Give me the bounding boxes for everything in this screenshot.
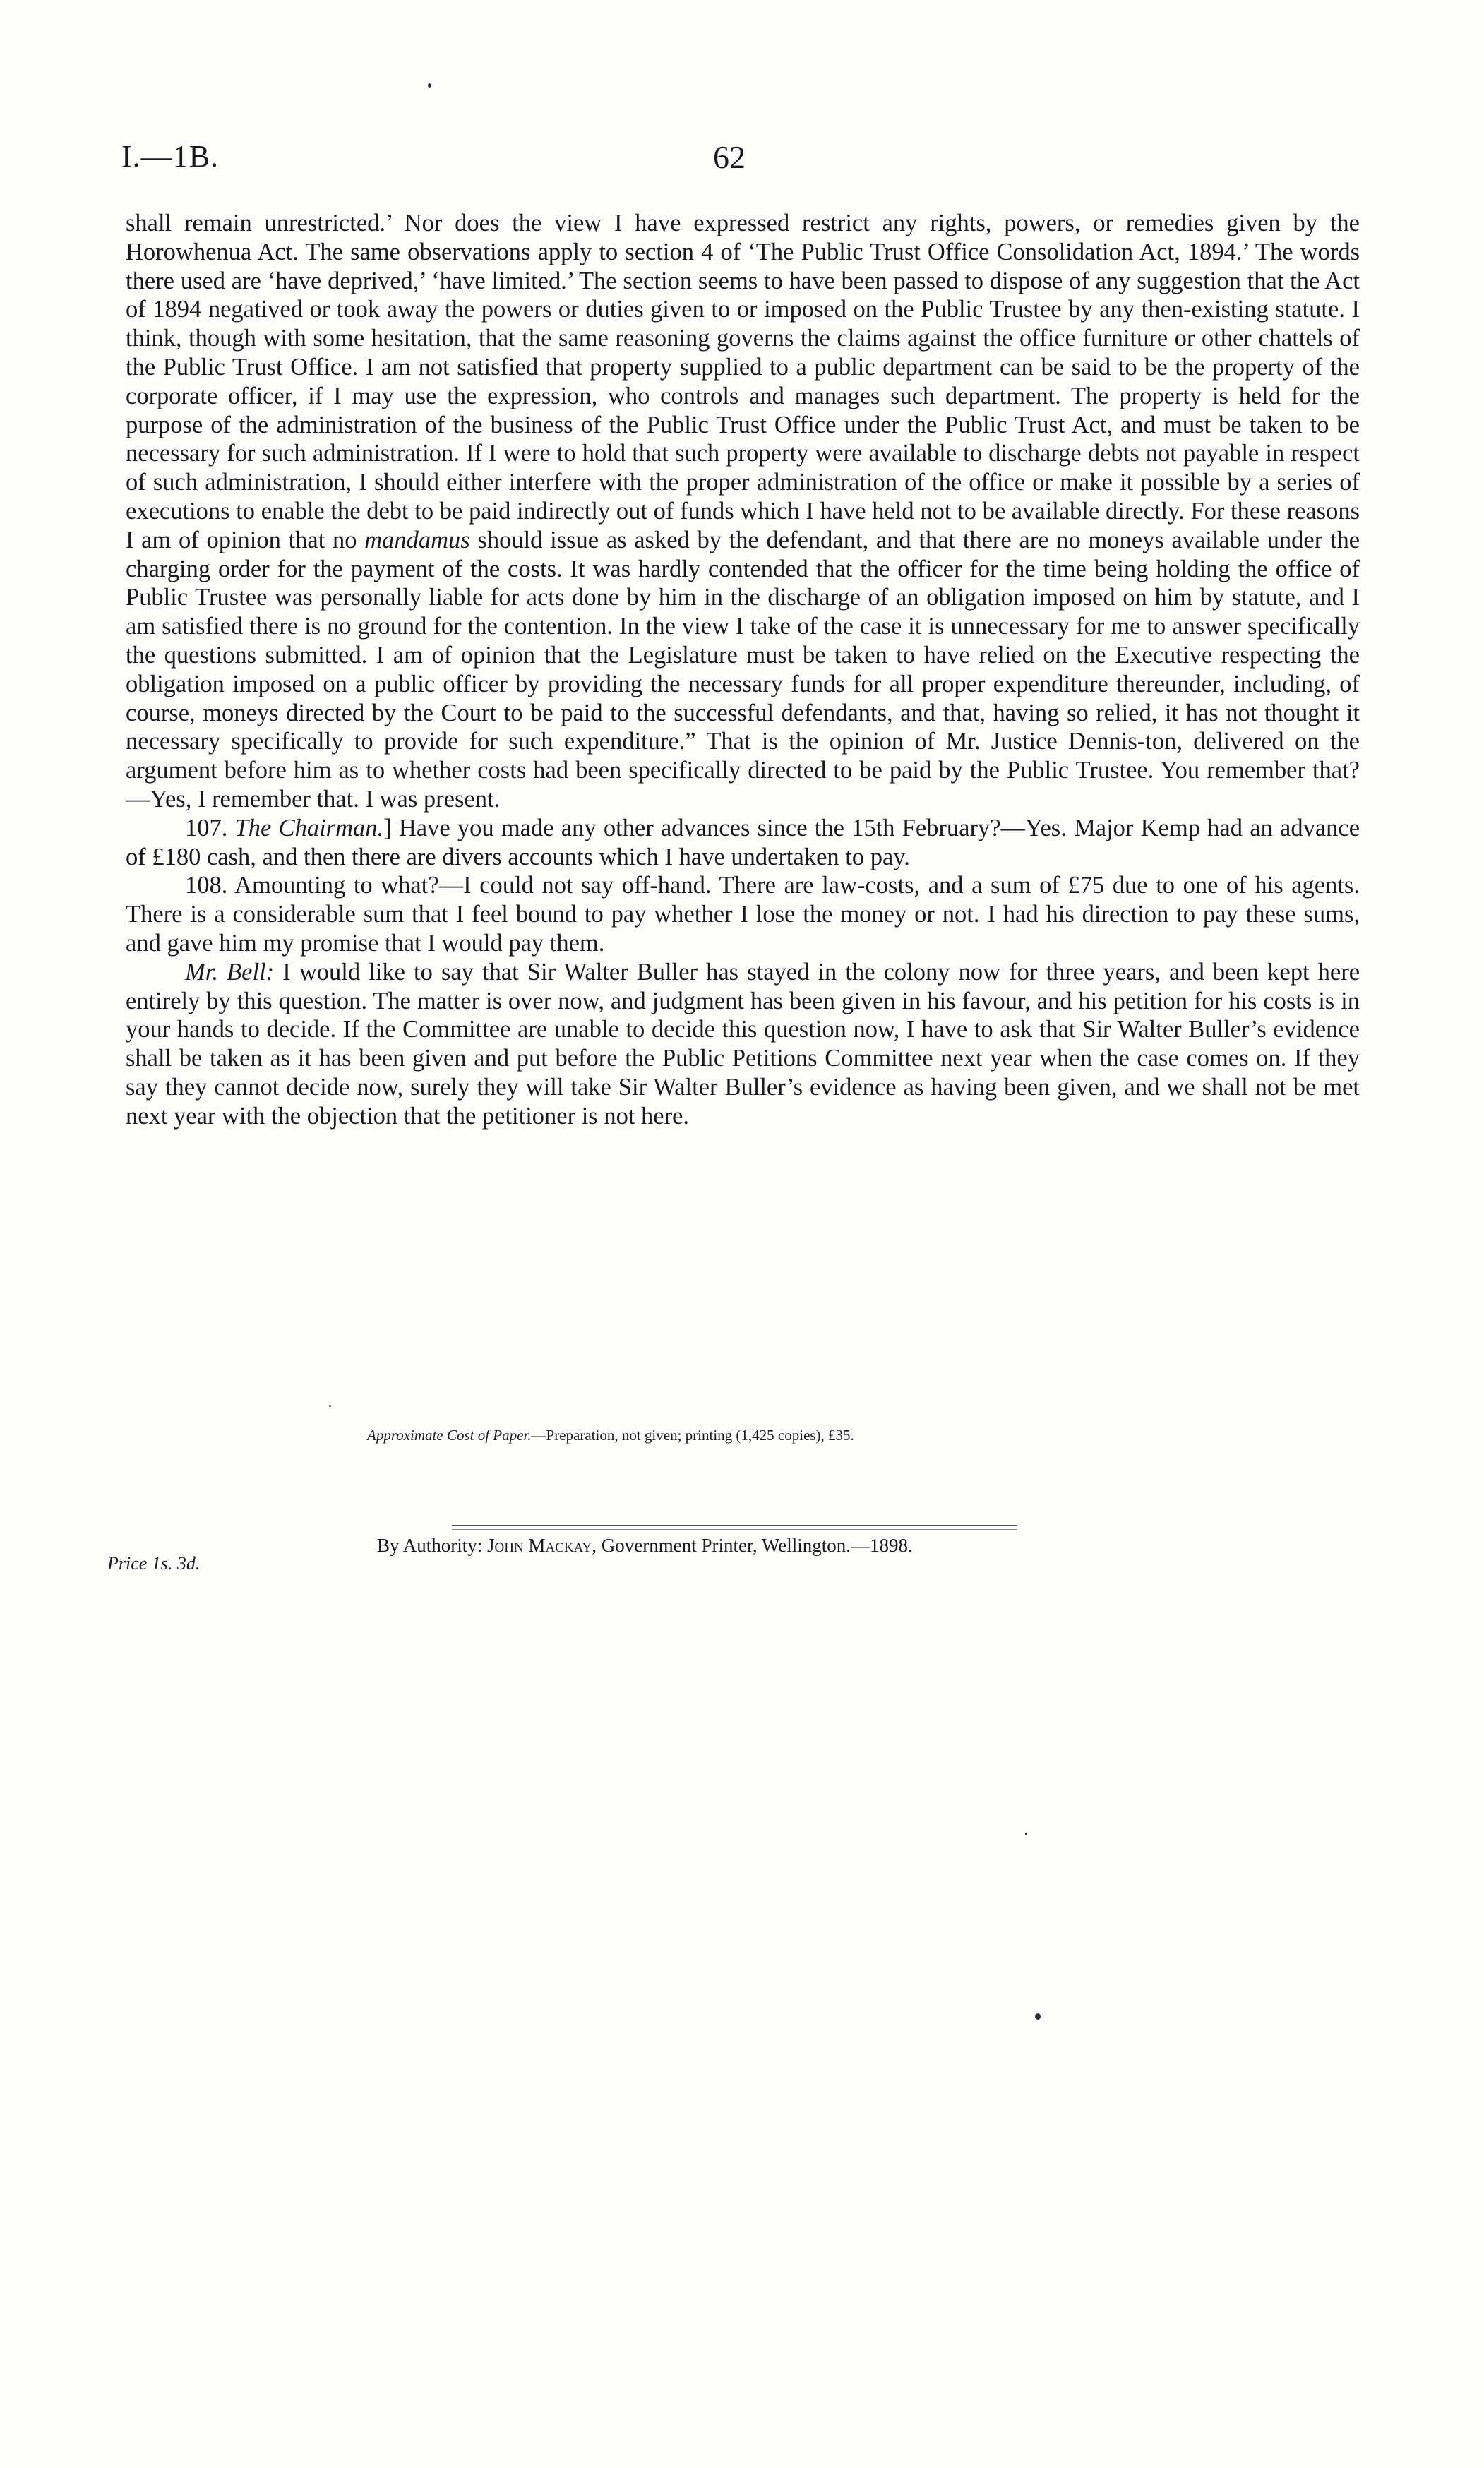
authority-suffix: , Government Printer, Wellington.—1898. [592,1535,913,1556]
speaker-mr-bell: Mr. Bell: [185,958,275,986]
footer-rule [452,1525,1017,1526]
scan-speck [1025,1833,1027,1835]
judgment-text-a: shall remain unrestricted.’ Nor does the view I have expressed restrict any rights, powers, or remedies given by the Horowhenua Act. The same observations apply to section 4 of ‘The Public Trust Office Consolidation Act, 1894.’ The words there used are ‘have deprived,’ ‘have limited.’ The section seems to have been passed to dispose of any suggestion that the Act of 1894 negatived or took away the powers or duties given to or imposed on the Public Trustee by any then-existing statute. I think, though with some hesitation, that the same reasoning governs the claims against the office furniture or other chattels of the Public Trust Office. I am not satisfied that property supplied to a public department can be said to be the property of the corporate officer, if I may use the expression, who controls and manages such department. The property is held for the purpose of the administration of the business of the Public Trust Office under the Public Trust Act, and must be taken to be necessary for such administration. If I were to hold that such property were available to discharge debts not payable in respect of such administration, I should either interfere with the proper administration of the office or make it possible by a series of executions to enable the debt to be paid indirectly out of funds which I have held not to be available directly. For these reasons I am of opinion that no [126,210,1360,553]
body-text [126,209,1360,1131]
cost-text: —Preparation, not given; printing (1,425 copies), £35. [531,1427,854,1444]
paragraph-mr-bell [126,958,1360,1131]
paragraph-judgment [126,209,1360,814]
printer-name: John Mackay [487,1535,592,1556]
scan-speck [428,83,431,88]
cost-of-paper-note [367,1426,1144,1444]
paper-reference: I.—1B. [121,139,219,174]
judgment-text-b: should issue as asked by the defendant, and that there are no moneys available under the charging order for the payment of the costs. It was hardly contended that the officer for the time being holding the office of Public Trustee was personally liable for acts done by him in the discharge of an obligation imposed on him by statute, and I am satisfied there is no ground for the contention. In the view I take of the case it is unnecessary for me to answer specifically the questions submitted. I am of opinion that the Legislature must be taken to have relied on the Executive respecting the obligation imposed on a public officer by providing the necessary funds for all proper expenditure thereunder, including, of course, moneys directed by the Court to be paid to the successful defendants, and that, having so relied, it has not thought it necessary specifically to provide for such expenditure.” That is the opinion of Mr. Justice Dennis-ton, delivered on the argument before him as to whether costs had been specifically directed to be paid by the Public Trustee. You remember that?—Yes, I remember that. I was present. [126,526,1360,813]
speaker-chairman: The Chairman. [234,814,384,841]
scan-speck [329,1405,331,1407]
footer-rule-thin [452,1529,1017,1530]
scan-speck [1035,2013,1041,2020]
price-note: Price 1s. 3d. [107,1553,201,1574]
judgment-italic-term: mandamus [364,526,470,553]
printer-imprint [377,1533,1224,1557]
question-text: ] Have you made any other advances since the 15th February?—Yes. Major Kemp had an advance of £180 cash, and then there are divers accounts which I have undertaken to pay. [126,814,1360,870]
cost-label: Approximate Cost of Paper. [367,1427,532,1444]
paragraph-108: 108. Amounting to what?—I could not say off-hand. There are law-costs, and a sum of £75 due to one of his agents. There is a considerable sum that I feel bound to pay whether I lose the money or not. I had his direction to pay these sums, and gave him my promise that I would pay them. [126,872,1360,957]
page-number: 62 [713,139,746,175]
question-number: 107. [185,814,228,841]
authority-prefix: By Authority: [377,1535,483,1556]
mr-bell-text: I would like to say that Sir Walter Buller has stayed in the colony now for three years, and been kept here entirely by this question. The matter is over now, and judgment has been given in his favour, and his petition for his costs is in your hands to decide. If the Committee are unable to decide this question now, I have to ask that Sir Walter Buller’s evidence shall be taken as it has been given and put before the Public Petitions Committee next year when the case comes on. If they say they cannot decide now, surely they will take Sir Walter Buller’s evidence as having been given, and we shall not be met next year with the objection that the petitioner is not here. [126,958,1360,1130]
paragraph-107 [126,814,1360,872]
